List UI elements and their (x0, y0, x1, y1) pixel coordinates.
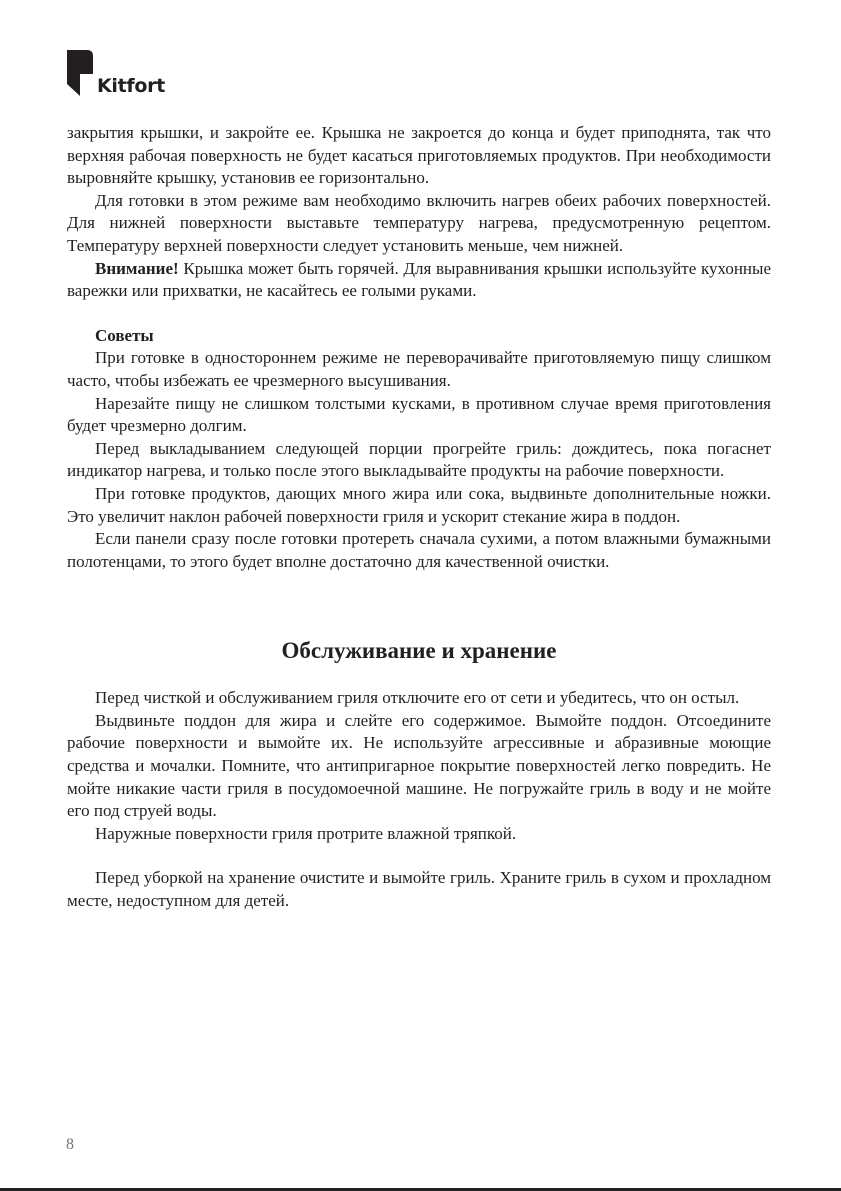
tip-item: При готовке продуктов, дающих много жира или сока, выдвиньте дополнительные ножки. Это увеличит наклон рабочей поверхности гриля и ускорит стекание жира в поддон. (67, 483, 771, 526)
page-content (67, 122, 771, 913)
maintenance-paragraph: Наружные поверхности гриля протрите влажной тряпкой. (95, 823, 517, 843)
paragraph-warning (67, 258, 771, 303)
warning-text: Крышка может быть горячей. Для выравнивания крышки используйте кухонные варежки или прихватки, не касайтесь ее голыми руками. (67, 258, 771, 301)
section-title-maintenance: Обслуживание и хранение (281, 638, 557, 664)
spacer (67, 845, 771, 867)
maintenance-paragraph: Выдвиньте поддон для жира и слейте его содержимое. Вымойте поддон. Отсоедините рабочие поверхности и вымойте их. Не используйте агрессивные и абразивные моющие средства и мочалки. Помните, что антипригарное покрытие поверхностей легко повредить. Не мойте никакие части гриля в посудомоечной машине. Не погружайте гриль в воду и не мойте его под струей воды. (67, 710, 771, 821)
tip-item: Нарезайте пищу не слишком толстыми кусками, в противном случае время приготовления будет чрезмерно долгим. (67, 393, 771, 436)
page-number: 8 (66, 1136, 74, 1153)
brand-logo (67, 50, 187, 98)
paragraph-heating: Для готовки в этом режиме вам необходимо включить нагрев обеих рабочих поверхностей. Для нижней поверхности выставьте температуру нагрева, предусмотренную рецептом. Температуру верхней поверхности следует установить меньше, чем нижней. (67, 190, 771, 255)
storage-paragraph: Перед уборкой на хранение очистите и вымойте гриль. Храните гриль в сухом и прохладном месте, недоступном для детей. (67, 868, 771, 911)
warning-label: Внимание! (95, 258, 179, 278)
brand-name: Kitfort (97, 75, 165, 97)
tip-item: Если панели сразу после готовки протереть сначала сухими, а потом влажными бумажными полотенцами, то этого будет вполне достаточно для качественной очистки. (67, 529, 771, 571)
tip-item: При готовке в одностороннем режиме не переворачивайте приготовляемую пищу слишком часто, чтобы избежать ее чрезмерного высушивания. (67, 348, 771, 390)
kitfort-logo-icon (67, 50, 93, 96)
paragraph-lid: закрытия крышки, и закройте ее. Крышка не закроется до конца и будет приподнята, так что верхняя рабочая поверхность не будет касаться приготовляемых продуктов. При необходимости выровняйте крышку, установив ее горизонтально. (67, 123, 771, 188)
tips-heading: Советы (95, 325, 154, 345)
tip-item: Перед выкладыванием следующей порции прогрейте гриль: дождитесь, пока погаснет индикатор нагрева, и только после этого выкладывайте продукты на рабочие поверхности. (67, 438, 771, 481)
maintenance-paragraph: Перед чисткой и обслуживанием гриля отключите его от сети и убедитесь, что он остыл. (95, 688, 740, 708)
